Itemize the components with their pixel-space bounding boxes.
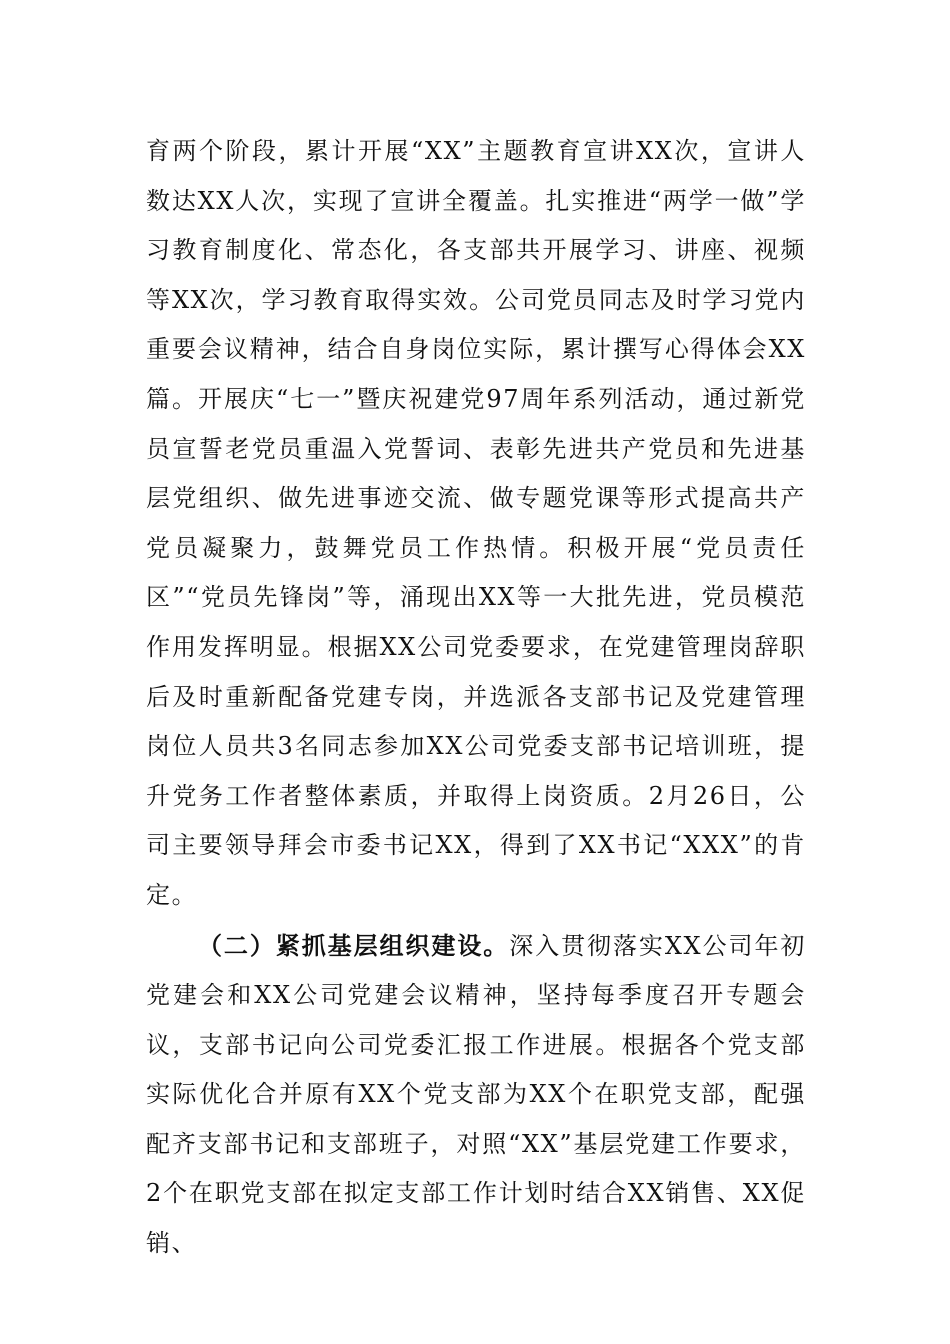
paragraph-2 (146, 921, 806, 1269)
paragraph-1-text: 育两个阶段，累计开展“XX”主题教育宣讲XX次，宣讲人数达XX人次，实现了宣讲全覆盖。扎实推进“两学一做”学习教育制度化、常态化，各支部共开展学习、讲座、视频等XX次，学习教育取得实效。公司党员同志及时学习党内重要会议精神，结合自身岗位实际，累计撰写心得体会XX篇。开展庆“七一”暨庆祝建党97周年系列活动，通过新党员宣誓老党员重温入党誓词、表彰先进共产党员和先进基层党组织、做先进事迹交流、做专题党课等形式提高共产党员凝聚力，鼓舞党员工作热情。积极开展“党员责任区”“党员先锋岗”等，涌现出XX等一大批先进，党员模范作用发挥明显。根据XX公司党委要求，在党建管理岗辞职后及时重新配备党建专岗，并选派各支部书记及党建管理岗位人员共3名同志参加XX公司党委支部书记培训班，提升党务工作者整体素质，并取得上岗资质。2月26日，公司主要领导拜会市委书记XX，得到了XX书记“XXX”的肯定。 (146, 137, 806, 909)
paragraph-1 (146, 127, 806, 921)
paragraph-2-text: 深入贯彻落实XX公司年初党建会和XX公司党建会议精神，坚持每季度召开专题会议，支部书记向公司党委汇报工作进展。根据各个党支部实际优化合并原有XX个党支部为XX个在职党支部，配强配齐支部书记和支部班子，对照“XX”基层党建工作要求，2个在职党支部在拟定支部工作计划时结合XX销售、XX促销、 (146, 931, 806, 1258)
document-page (146, 127, 806, 1269)
section-heading-2: （二）紧抓基层组织建设。 (198, 930, 510, 960)
